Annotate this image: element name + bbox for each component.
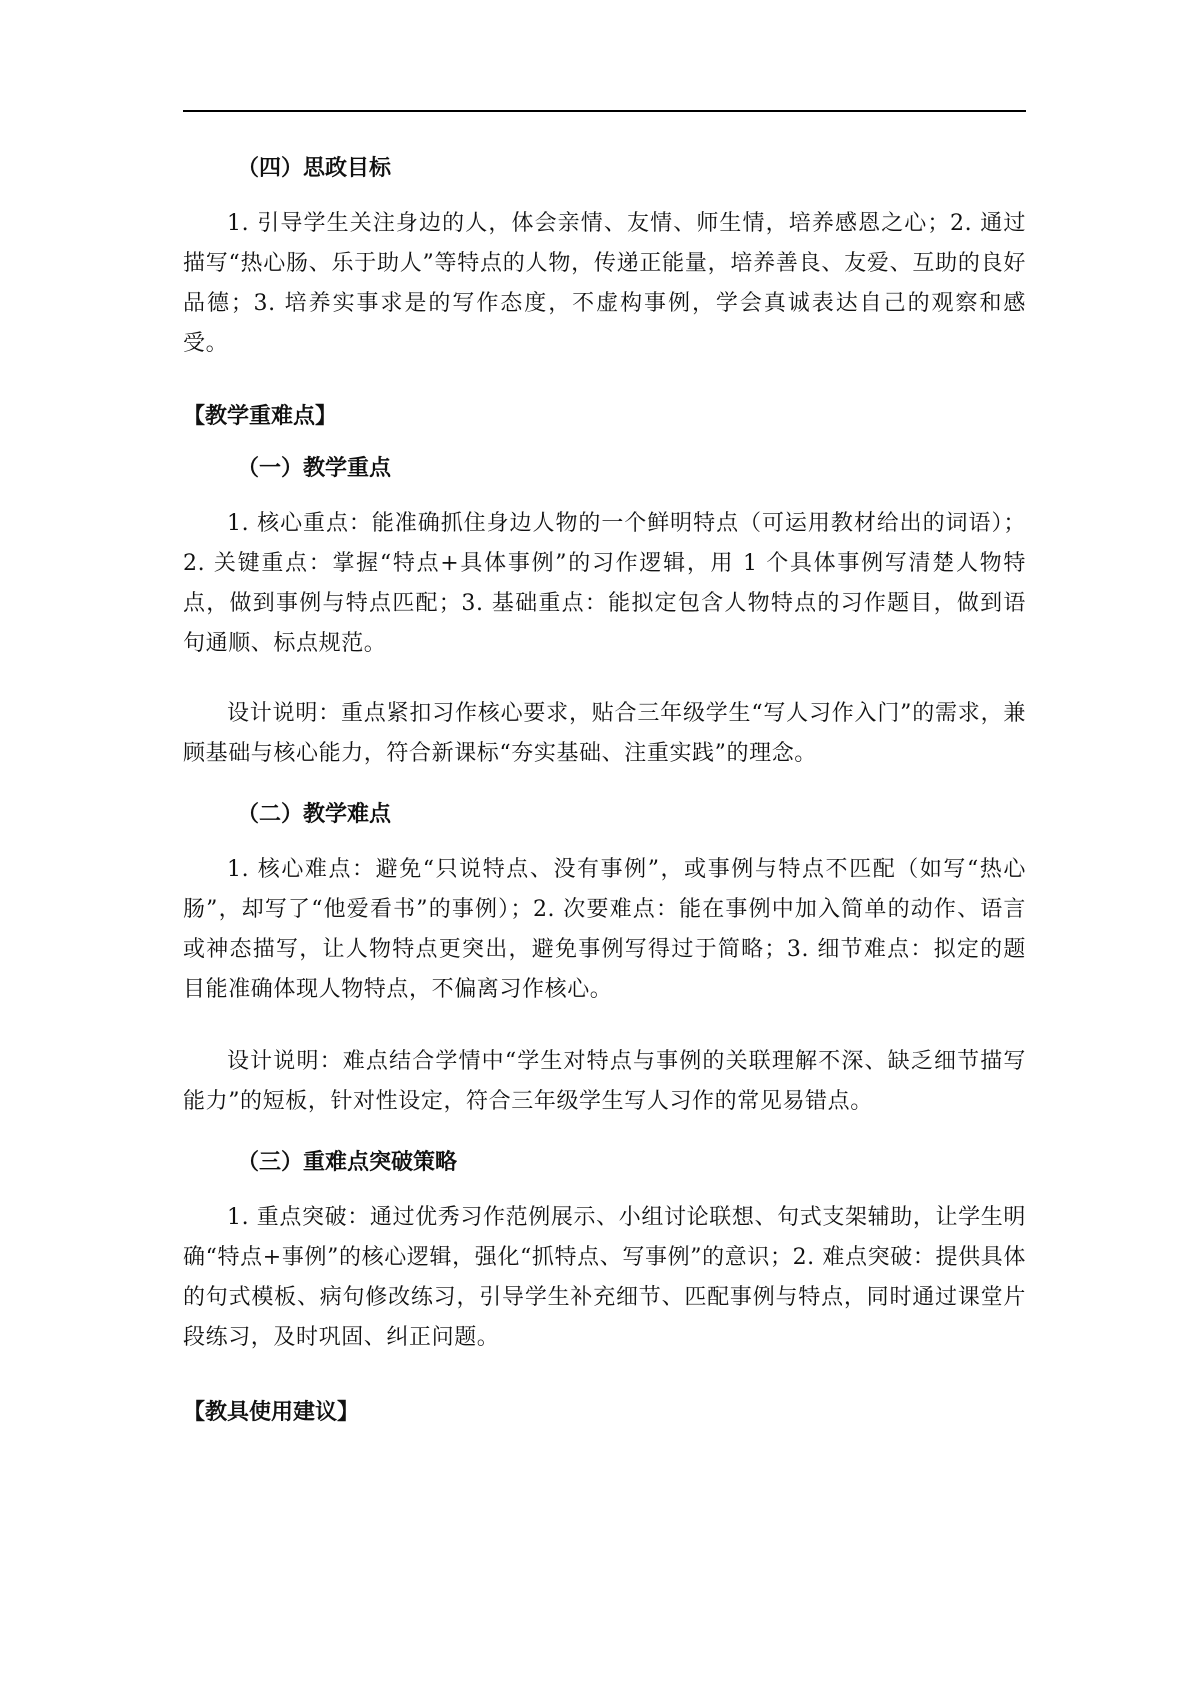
subheading-breakthrough-strategies: （三）重难点突破策略 bbox=[237, 1150, 458, 1175]
subheading-teaching-difficulties: （二）教学难点 bbox=[237, 802, 392, 827]
header-rule bbox=[183, 110, 1026, 112]
paragraph-difficulties-design-note: 设计说明：难点结合学情中“学生对特点与事例的关联理解不深、缺乏细节描写能力”的短板，针对性设定，符合三年级学生写人习作的常见易错点。 bbox=[183, 1049, 1026, 1114]
heading-key-difficult-points: 【教学重难点】 bbox=[183, 404, 338, 429]
subheading-teaching-focus: （一）教学重点 bbox=[237, 456, 392, 481]
paragraph-teaching-focus: 1. 核心重点：能准确抓住身边人物的一个鲜明特点（可运用教材给出的词语）；2. 关键重点：掌握“特点+具体事例”的习作逻辑，用 1 个具体事例写清楚人物特点，做到事例与特点匹配；3. 基础重点：能拟定包含人物特点的习作题目，做到语句通顺、标点规范。 bbox=[183, 511, 1026, 656]
heading-teaching-aids-suggestions: 【教具使用建议】 bbox=[183, 1400, 360, 1425]
paragraph-breakthrough-strategies: 1. 重点突破：通过优秀习作范例展示、小组讨论联想、句式支架辅助，让学生明确“特点+事例”的核心逻辑，强化“抓特点、写事例”的意识；2. 难点突破：提供具体的句式模板、病句修改练习，引导学生补充细节、匹配事例与特点，同时通过课堂片段练习，及时巩固、纠正问题。 bbox=[183, 1205, 1026, 1350]
subheading-ideological-goals: （四）思政目标 bbox=[237, 156, 392, 181]
paragraph-focus-design-note: 设计说明：重点紧扣习作核心要求，贴合三年级学生“写人习作入门”的需求，兼顾基础与核心能力，符合新课标“夯实基础、注重实践”的理念。 bbox=[183, 701, 1026, 766]
paragraph-ideological-goals: 1. 引导学生关注身边的人，体会亲情、友情、师生情，培养感恩之心；2. 通过描写“热心肠、乐于助人”等特点的人物，传递正能量，培养善良、友爱、互助的良好品德；3. 培养实事求是的写作态度，不虚构事例，学会真诚表达自己的观察和感受。 bbox=[183, 211, 1026, 356]
paragraph-teaching-difficulties: 1. 核心难点：避免“只说特点、没有事例”，或事例与特点不匹配（如写“热心肠”，却写了“他爱看书”的事例）；2. 次要难点：能在事例中加入简单的动作、语言或神态描写，让人物特点更突出，避免事例写得过于简略；3. 细节难点：拟定的题目能准确体现人物特点，不偏离习作核心。 bbox=[183, 857, 1026, 1002]
